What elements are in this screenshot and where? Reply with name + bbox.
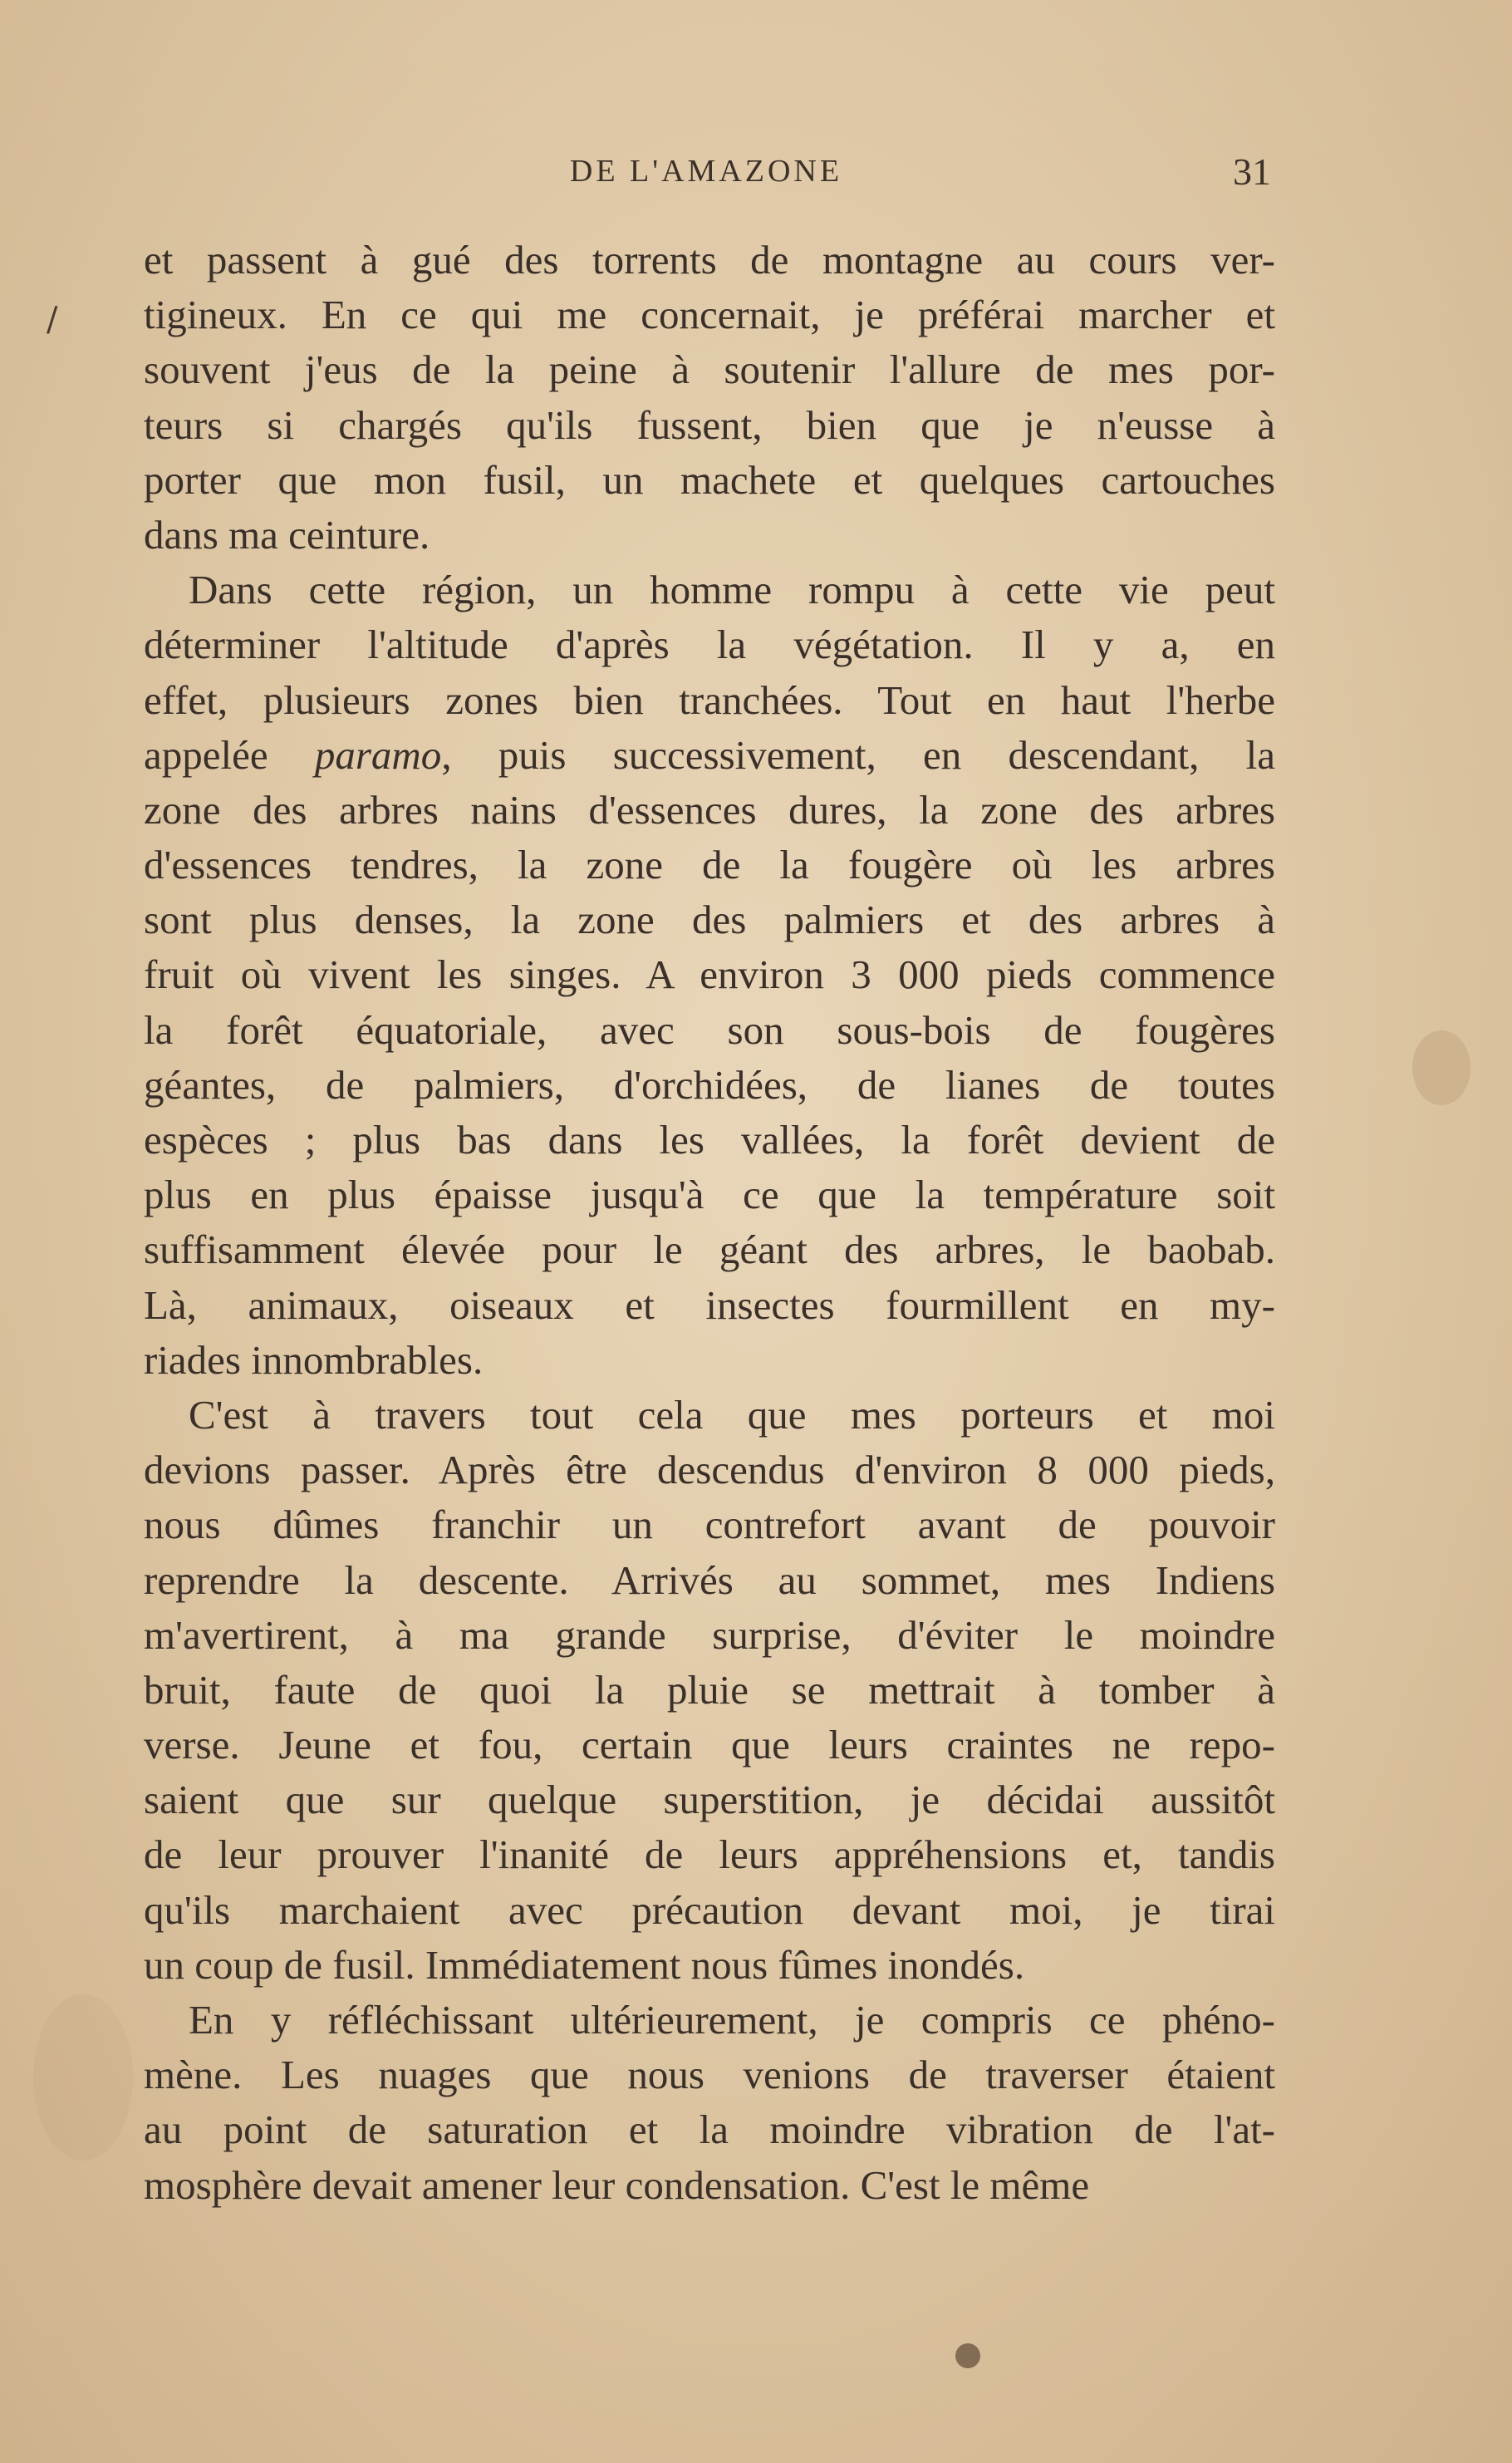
text-line: teurs si chargés qu'ils fussent, bien que je n'eusse à [144,401,1275,448]
text-line: En y réfléchissant ultérieurement, je compris ce phéno- [189,1997,1275,2043]
text-line: fruit où vivent les singes. A environ 3 000 pieds commence [144,951,1275,998]
paper-stain [33,1994,133,2161]
running-head [141,150,1271,203]
text-line: plus en plus épaisse jusqu'à ce que la température soit [144,1172,1275,1218]
text-line: Là, animaux, oiseaux et insectes fourmillent en my- [144,1281,1275,1328]
paper-stain [955,2343,980,2368]
text-line: riades innombrables. [144,1336,484,1383]
text-line: bruit, faute de quoi la pluie se mettrait à tomber à [144,1666,1275,1713]
text-line: Dans cette région, un homme rompu à cette vie peut [189,567,1275,613]
text-line: déterminer l'altitude d'après la végétation. Il y a, en [144,622,1275,668]
text-line: tigineux. En ce qui me concernait, je préférai marcher et [144,292,1275,338]
text-line: C'est à travers tout cela que mes porteurs et moi [189,1391,1275,1438]
text-line: dans ma ceinture. [144,511,430,558]
paper-stain [1412,1030,1470,1105]
body-text [144,233,1275,2213]
page-number: 31 [1233,150,1271,193]
text-line: espèces ; plus bas dans les vallées, la forêt devient de [144,1117,1275,1163]
text-line: souvent j'eus de la peine à soutenir l'allure de mes por- [144,347,1275,393]
text-line: devions passer. Après être descendus d'environ 8 000 pieds, [144,1447,1275,1493]
text-line: effet, plusieurs zones bien tranchées. Tout en haut l'herbe [144,676,1275,723]
text-line: appelée paramo, puis successivement, en descendant, la [144,731,1275,778]
text-line: nous dûmes franchir un contrefort avant de pouvoir [144,1502,1275,1548]
italic-term: paramo [314,731,442,778]
text-line: m'avertirent, à ma grande surprise, d'éviter le moindre [144,1611,1275,1658]
text-line: qu'ils marchaient avec précaution devant moi, je tirai [144,1886,1275,1933]
text-line: reprendre la descente. Arrivés au sommet, mes Indiens [144,1556,1275,1603]
running-head-title: DE L'AMAZONE [569,154,843,189]
text-line: sont plus denses, la zone des palmiers et des arbres à [144,897,1275,943]
text-line: géantes, de palmiers, d'orchidées, de lianes de toutes [144,1061,1275,1108]
text-line: verse. Jeune et fou, certain que leurs craintes ne repo- [144,1722,1275,1768]
text-line: mène. Les nuages que nous venions de traverser étaient [144,2052,1275,2098]
text-line: au point de saturation et la moindre vibration de l'at- [144,2107,1275,2153]
text-line: un coup de fusil. Immédiatement nous fûmes inondés. [144,1941,1025,1988]
text-line: porter que mon fusil, un machete et quelques cartouches [144,456,1275,503]
text-line: saient que sur quelque superstition, je décidai aussitôt [144,1777,1275,1823]
text-line: zone des arbres nains d'essences dures, la zone des arbres [144,786,1275,833]
margin-mark: / [47,301,58,339]
text-line: la forêt équatoriale, avec son sous-bois de fougères [144,1006,1275,1053]
text-line: et passent à gué des torrents de montagne au cours ver- [144,237,1275,283]
text-line: suffisamment élevée pour le géant des arbres, le baobab. [144,1227,1275,1273]
text-line: mosphère devait amener leur condensation. C'est le même [144,2161,1090,2208]
text-line: d'essences tendres, la zone de la fougère où les arbres [144,842,1275,888]
text-line: de leur prouver l'inanité de leurs appréhensions et, tandis [144,1831,1275,1878]
